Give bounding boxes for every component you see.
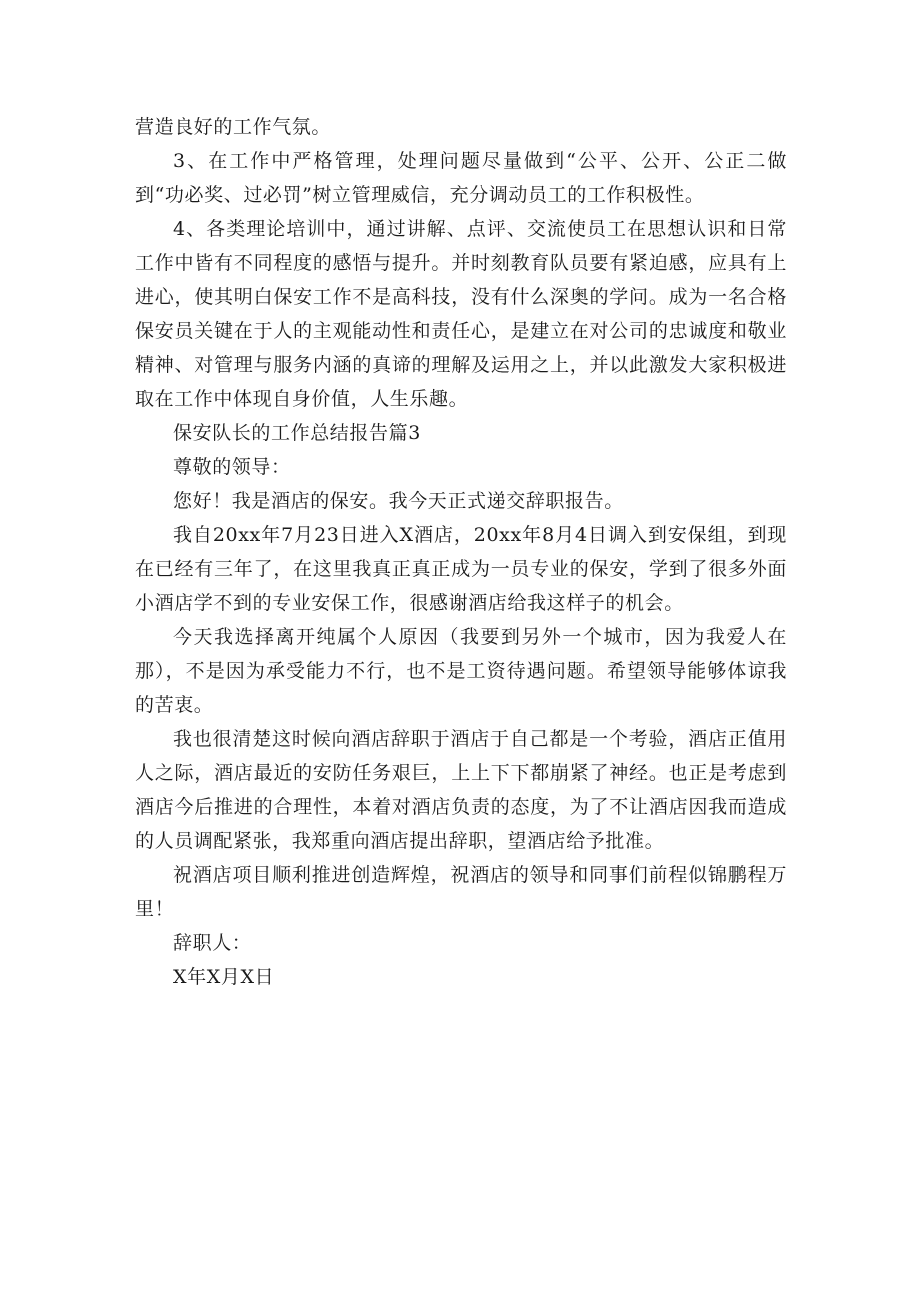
letter-greeting: 您好！我是酒店的保安。我今天正式递交辞职报告。 <box>173 490 624 512</box>
document-body <box>135 110 787 994</box>
section-heading: 保安队长的工作总结报告篇3 <box>173 422 421 444</box>
letter-closing-wishes: 祝酒店项目顺利推进创造辉煌，祝酒店的领导和同事们前程似锦鹏程万里！ <box>135 864 787 920</box>
letter-signature-label: 辞职人： <box>173 932 252 954</box>
letter-salutation: 尊敬的领导： <box>173 456 291 478</box>
letter-paragraph-history: 我自20xx年7月23日进入X酒店，20xx年8月4日调入到安保组，到现在已经有三年了，在这里我真正真正成为一员专业的保安，学到了很多外面小酒店学不到的专业安保工作，很感谢酒店给我这样子的机会。 <box>135 524 787 614</box>
paragraph-item-3: 3、在工作中严格管理，处理问题尽量做到“公平、公开、公正二做到“功必奖、过必罚”树立管理威信，充分调动员工的工作积极性。 <box>135 150 787 206</box>
letter-paragraph-reason: 今天我选择离开纯属个人原因（我要到另外一个城市，因为我爱人在那），不是因为承受能力不行，也不是工资待遇问题。希望领导能够体谅我的苦衷。 <box>135 626 787 716</box>
letter-date: X年X月X日 <box>173 966 275 988</box>
paragraph-item-4: 4、各类理论培训中，通过讲解、点评、交流使员工在思想认识和日常工作中皆有不同程度的感悟与提升。并时刻教育队员要有紧迫感，应具有上进心，使其明白保安工作不是高科技，没有什么深奥的学问。成为一名合格保安员关键在于人的主观能动性和责任心，是建立在对公司的忠诚度和敬业精神、对管理与服务内涵的真谛的理解及运用之上，并以此激发大家积极进取在工作中体现自身价值，人生乐趣。 <box>135 218 787 410</box>
paragraph-continuation: 营造良好的工作气氛。 <box>135 116 332 138</box>
letter-paragraph-request: 我也很清楚这时候向酒店辞职于酒店于自己都是一个考验，酒店正值用人之际，酒店最近的安防任务艰巨，上上下下都崩紧了神经。也正是考虑到酒店今后推进的合理性，本着对酒店负责的态度，为了不让酒店因我而造成的人员调配紧张，我郑重向酒店提出辞职，望酒店给予批准。 <box>135 728 787 852</box>
